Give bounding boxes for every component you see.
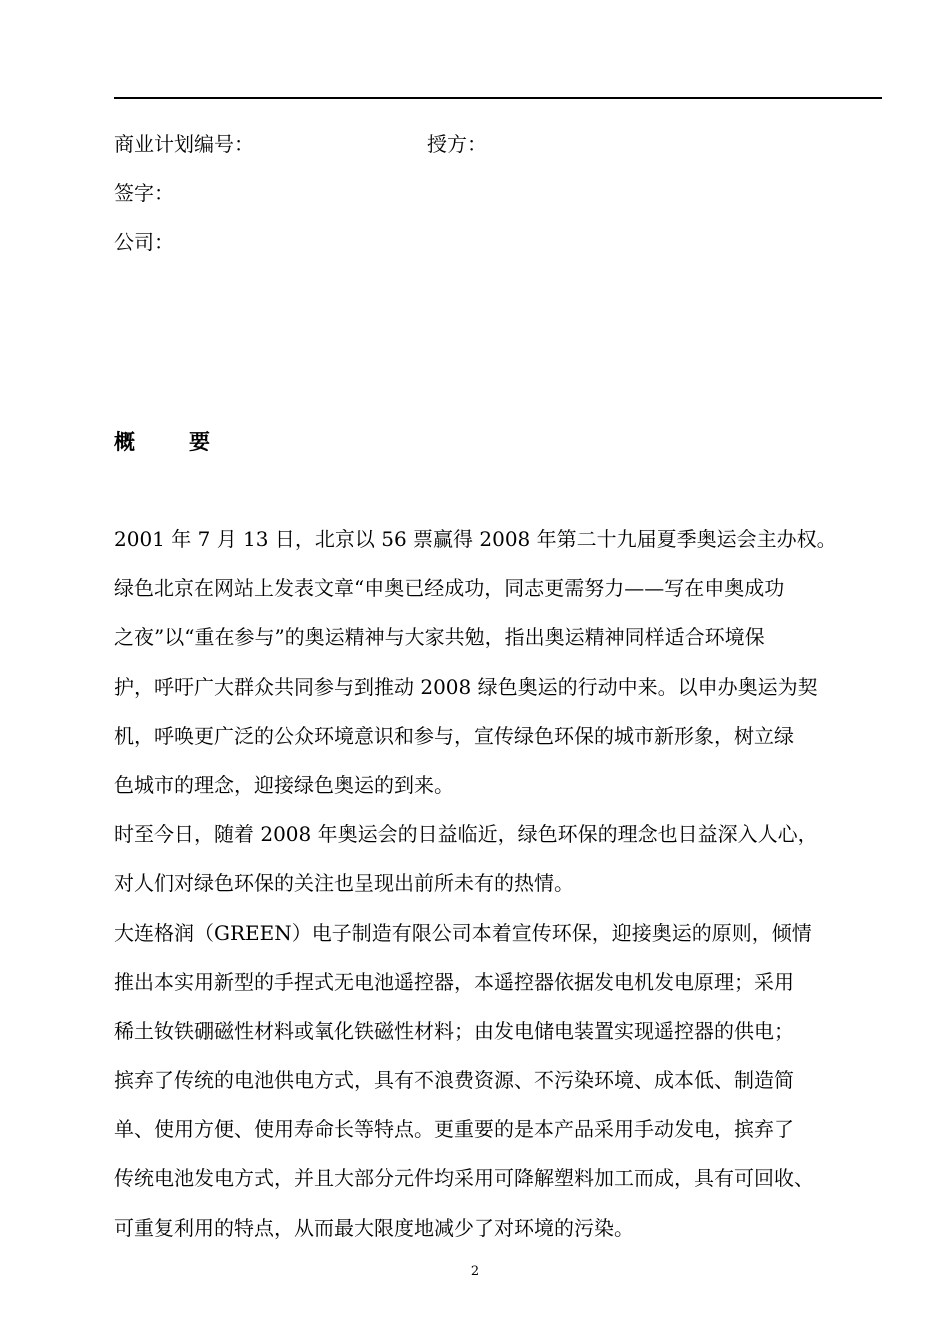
summary-heading-left: 概 xyxy=(114,429,135,454)
summary-line: 传统电池发电方式，并且大部分元件均采用可降解塑料加工而成，具有可回收、 xyxy=(114,1166,814,1191)
summary-line: 之夜”以“重在参与”的奥运精神与大家共勉，指出奥运精神同样适合环境保 xyxy=(114,625,765,650)
page-number: 2 xyxy=(470,1264,480,1279)
summary-line: 色城市的理念，迎接绿色奥运的到来。 xyxy=(114,772,454,797)
summary-line: 稀土钕铁硼磁性材料或氧化铁磁性材料；由发电储电装置实现遥控器的供电； xyxy=(114,1018,794,1043)
header-divider xyxy=(114,97,882,99)
summary-line: 2001 年 7 月 13 日，北京以 56 票赢得 2008 年第二十九届夏季奥运会主办权。 xyxy=(114,527,837,551)
summary-heading xyxy=(114,428,210,456)
summary-line: 护，呼吁广大群众共同参与到推动 2008 绿色奥运的行动中来。以申办奥运为契 xyxy=(114,674,818,699)
summary-heading-right: 要 xyxy=(189,429,210,454)
summary-line: 绿色北京在网站上发表文章“申奥已经成功，同志更需努力——写在申奥成功 xyxy=(114,576,785,601)
summary-line: 单、使用方便、使用寿命长等特点。更重要的是本产品采用手动发电，摈弃了 xyxy=(114,1117,794,1142)
company-label: 公司： xyxy=(114,230,174,254)
summary-body xyxy=(114,524,894,1262)
signature-label: 签字： xyxy=(114,181,174,205)
summary-line: 可重复利用的特点，从而最大限度地减少了对环境的污染。 xyxy=(114,1215,634,1240)
plan-number-label: 商业计划编号： xyxy=(114,132,254,156)
summary-line: 机，呼唤更广泛的公众环境意识和参与，宣传绿色环保的城市新形象，树立绿 xyxy=(114,723,794,748)
grantor-label: 授方： xyxy=(427,132,487,156)
summary-line: 时至今日，随着 2008 年奥运会的日益临近，绿色环保的理念也日益深入人心， xyxy=(114,822,818,847)
summary-line: 大连格润（GREEN）电子制造有限公司本着宣传环保，迎接奥运的原则，倾情 xyxy=(114,920,812,945)
summary-line: 推出本实用新型的手捏式无电池遥控器，本遥控器依据发电机发电原理；采用 xyxy=(114,969,794,994)
summary-line: 对人们对绿色环保的关注也呈现出前所未有的热情。 xyxy=(114,871,574,896)
summary-line: 摈弃了传统的电池供电方式，具有不浪费资源、不污染环境、成本低、制造简 xyxy=(114,1068,794,1093)
